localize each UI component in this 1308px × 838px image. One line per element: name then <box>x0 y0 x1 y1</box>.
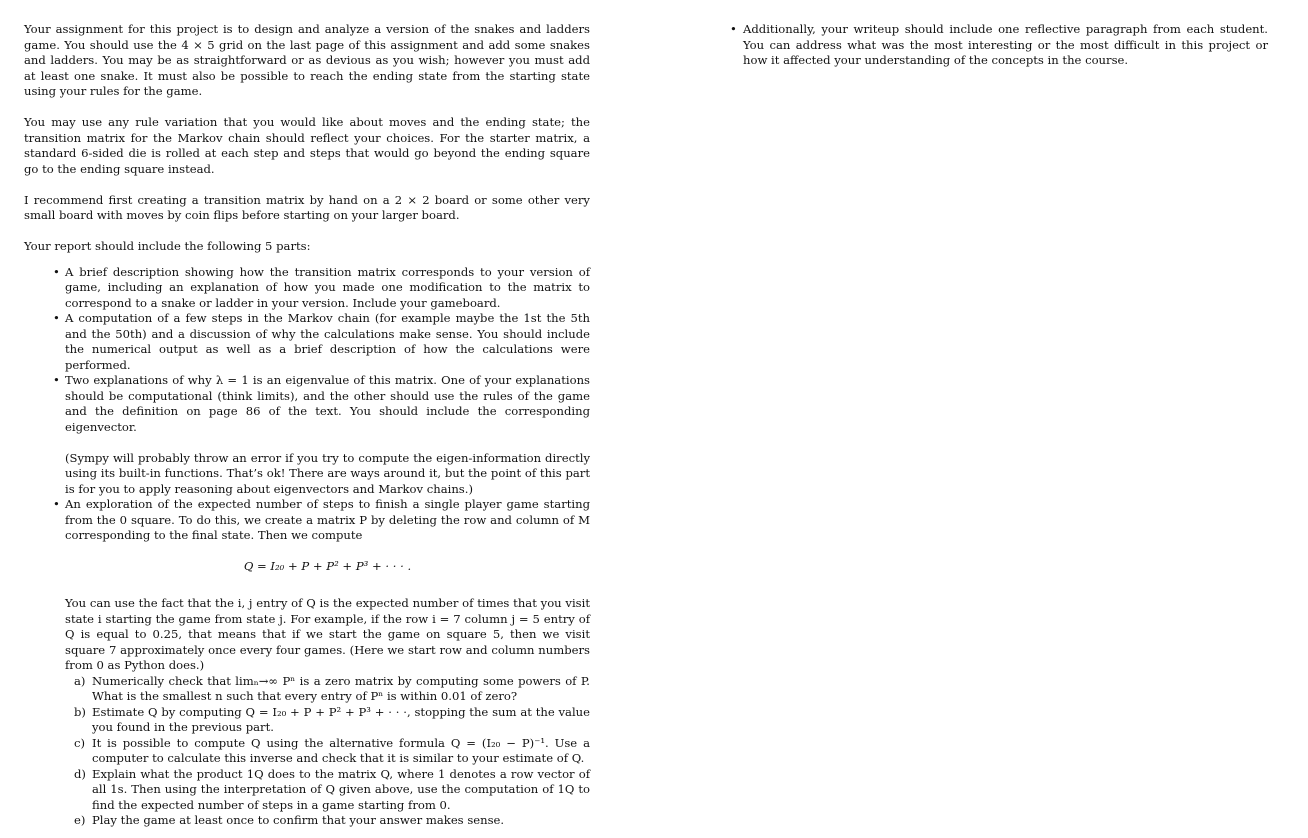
report-parts-list <box>24 265 590 829</box>
list-item <box>730 22 1268 69</box>
q-series-equation: Q = I₂₀ + P + P² + P³ + · · · . <box>243 558 412 573</box>
subitem-label: a) <box>74 673 86 688</box>
exploration-subitems <box>65 674 590 829</box>
subitem-b <box>65 705 590 736</box>
intro-paragraph: Your assignment for this project is to design and analyze a version of the snakes and ladders game. You should use the 4 × 5 grid on the last page of this assignment and add some snakes and ladders. You may be as straightforward or as devious as you wish; however you must add at least one snake. It must also be possible to reach the ending state from the starting state using your rules for the game. <box>24 22 590 98</box>
bullet-text: Two explanations of why λ = 1 is an eigenvalue of this matrix. One of your explanations should be computational (think limits), and the other should use the rules of the game and the definition on page 86 of the text. You should include the corresponding eigenvector. <box>65 373 590 434</box>
subitem-e <box>65 813 590 829</box>
subitem-label: d) <box>74 766 86 781</box>
recommendation-paragraph: I recommend first creating a transition matrix by hand on a 2 × 2 board or some other very small board with moves by coin flips before starting on your larger board. <box>24 192 590 222</box>
bullet-text: An exploration of the expected number of steps to finish a single player game starting from the 0 square. To do this, we create a matrix P by deleting the row and column of M corresponding to the final state. Then we compute <box>65 497 590 542</box>
q-interpretation-paragraph: You can use the fact that the i, j entry of Q is the expected number of times that you visit state i starting the game from state j. For example, if the row i = 7 column j = 5 entry of Q is equal to 0.25, that means that if we start the game on square 5, then we visit square 7 approximately once every four games. (Here we start row and column numbers from 0 as Python does.) <box>65 596 590 672</box>
list-item <box>24 497 590 829</box>
reflection-list <box>730 22 1268 69</box>
subitem-d <box>65 767 590 814</box>
report-parts-heading: Your report should include the following 5 parts: <box>24 239 311 253</box>
left-column <box>24 22 590 829</box>
list-item <box>24 311 590 373</box>
subitem-text: Explain what the product 1Q does to the matrix Q, where 1 denotes a row vector of all 1s. Then using the interpretation of Q given above, use the computation of 1Q to find the expected number of steps in a game starting from 0. <box>92 766 590 812</box>
subitem-text: Estimate Q by computing Q = I₂₀ + P + P² + P³ + · · ·, stopping the sum at the value you found in the previous part. <box>92 704 590 734</box>
list-item <box>24 265 590 312</box>
subitem-text: It is possible to compute Q using the alternative formula Q = (I₂₀ − P)⁻¹. Use a computer to calculate this inverse and check that it is similar to your estimate of Q. <box>92 735 590 765</box>
subitem-text: Play the game at least once to confirm that your answer makes sense. <box>92 813 505 827</box>
rules-paragraph: You may use any rule variation that you would like about moves and the ending state; the transition matrix for the Markov chain should reflect your choices. For the starter matrix, a standard 6-sided die is rolled at each step and steps that would go beyond the ending square go to the ending square instead. <box>24 115 590 176</box>
subitem-label: c) <box>74 735 86 750</box>
list-item <box>24 373 590 497</box>
reflection-bullet-text: Additionally, your writeup should include one reflective paragraph from each student. You can address what was the most interesting or the most difficult in this project or how it affected your understanding of the concepts in the course. <box>743 22 1268 67</box>
right-column <box>730 22 1268 69</box>
subitem-label: b) <box>74 704 86 719</box>
bullet-text: A brief description showing how the transition matrix corresponds to your version of game, including an explanation of how you made one modification to the matrix to correspond to a snake or ladder in your version. Include your gameboard. <box>65 264 590 310</box>
sympy-note: (Sympy will probably throw an error if you try to compute the eigen-information directly using its built-in functions. That’s ok! There are ways around it, but the point of this part is for you to apply reasoning about eigenvectors and Markov chains.) <box>65 450 590 496</box>
subitem-label: e) <box>74 813 86 827</box>
subitem-text: Numerically check that limₙ→∞ Pⁿ is a zero matrix by computing some powers of P. What is the smallest n such that every entry of Pⁿ is within 0.01 of zero? <box>92 673 590 703</box>
subitem-a <box>65 674 590 705</box>
subitem-c <box>65 736 590 767</box>
bullet-text: A computation of a few steps in the Markov chain (for example maybe the 1st the 5th and the 50th) and a discussion of why the calculations make sense. You should include the numerical output as well as a brief description of how the calculations were performed. <box>65 311 590 372</box>
